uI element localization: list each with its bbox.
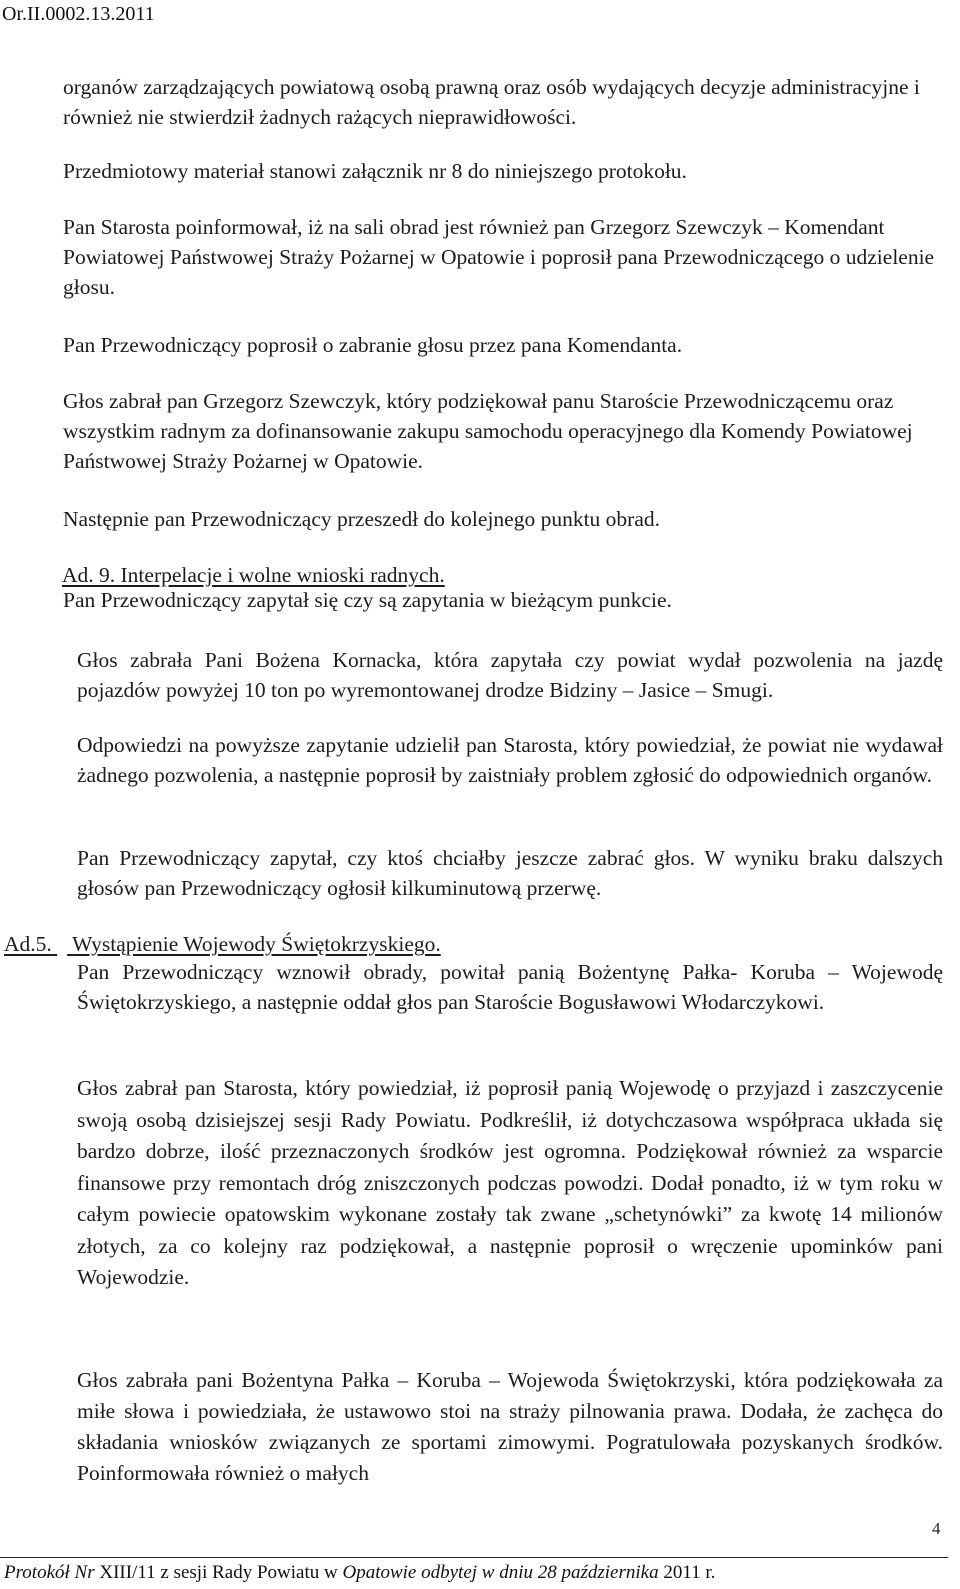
footer-text-a: Protokół Nr xyxy=(4,1562,100,1583)
footer-divider xyxy=(0,1557,948,1558)
paragraph-starosta-info: Pan Starosta poinformował, iż na sali obrad jest również pan Grzegorz Szewczyk – Komendant Powiatowej Państwowej Straży Pożarnej w Opatowie i poprosił pana Przewodniczącego o udzielenie głosu. xyxy=(63,215,935,299)
paragraph-starosta-speech: Głos zabrał pan Starosta, który powiedział, iż poprosił panią Wojewodę o przyjazd i zaszczycenie swoją osobą dzisiejszej sesji Rady Powiatu. Podkreślił, iż dotychczasowa współpraca układa się bardzo dobrze, ilość przeznaczonych środków jest ogromna. Podziękował również za wsparcie finansowe przy remontach dróg zniszczonych podczas powodzi. Dodał ponadto, iż w tym roku w całym powiecie opatowskim wykonane zostały tak zwane „schetynówki” za kwotę 14 milionów złotych, za co kolejny raz podziękował, a następnie poprosił o wręczenie upominków pani Wojewodzie. xyxy=(77,1076,943,1289)
section-heading-ad5-title: Wystąpienie Wojewody Świętokrzyskiego. xyxy=(72,932,441,956)
paragraph-organs: organów zarządzających powiatową osobą prawną oraz osób wydających decyzje administracyjne i również nie stwierdził żadnych rażących nieprawidłowości. xyxy=(63,75,920,129)
paragraph-kornacka: Głos zabrała Pani Bożena Kornacka, która zapytała czy powiat wydał pozwolenia na jazdę pojazdów powyżej 10 ton po wyremontowanej drodze Bidziny – Jasice – Smugi. xyxy=(77,648,943,702)
footer-text-d: 2011 r. xyxy=(663,1562,716,1583)
paragraph-voivode-welcome: Pan Przewodniczący wznowił obrady, powitał panią Bożentynę Pałka- Koruba – Wojewodę Świętokrzyskiego, a następnie oddał głos pan Staroście Bogusławowi Włodarczykowi. xyxy=(77,960,943,1014)
section-heading-ad5 xyxy=(4,930,441,958)
paragraph-next-point: Następnie pan Przewodniczący przeszedł do kolejnego punktu obrad. xyxy=(63,507,661,531)
paragraph-break: Pan Przewodniczący zapytał, czy ktoś chciałby jeszcze zabrać głos. W wyniku braku dalszych głosów pan Przewodniczący ogłosił kilkuminutową przerwę. xyxy=(77,846,943,900)
page-number: 4 xyxy=(932,1519,941,1538)
section-heading-ad9: Ad. 9. Interpelacje i wolne wnioski radnych. xyxy=(62,563,445,587)
paragraph-szewczyk-thanks: Głos zabrał pan Grzegorz Szewczyk, który podziękował panu Staroście Przewodniczącemu oraz wszystkim radnym za dofinansowanie zakupu samochodu operacyjnego dla Komendy Powiatowej Państwowej Straży Pożarnej w Opatowie. xyxy=(63,389,913,473)
section-heading-ad5-label: Ad.5. xyxy=(4,932,52,956)
document-number: Or.II.0002.13.2011 xyxy=(2,3,155,25)
footer-text-c: Opatowie odbytej w dniu 28 października xyxy=(342,1562,664,1583)
paragraph-voivode-speech: Głos zabrała pani Bożentyna Pałka – Koruba – Wojewoda Świętokrzyski, która podziękowała za miłe słowa i powiedziała, że ustawowo stoi na straży pilnowania prawa. Dodała, że zachęca do składania wniosków związanych ze sportami zimowymi. Pogratulowała pozyskanych środków. Poinformowała również o małych xyxy=(77,1368,943,1485)
paragraph-chairman-request: Pan Przewodniczący poprosił o zabranie głosu przez pana Komendanta. xyxy=(63,333,683,357)
footer-text-b: XIII/11 z sesji Rady Powiatu w xyxy=(99,1562,343,1583)
paragraph-questions: Pan Przewodniczący zapytał się czy są zapytania w bieżącym punkcie. xyxy=(63,588,672,612)
paragraph-starosta-answer: Odpowiedzi na powyższe zapytanie udzielił pan Starosta, który powiedział, że powiat nie wydawał żadnego pozwolenia, a następnie poprosił by zaistniały problem zgłosić do odpowiednich organów. xyxy=(77,733,943,787)
footer xyxy=(4,1560,715,1586)
paragraph-attachment: Przedmiotowy materiał stanowi załącznik nr 8 do niniejszego protokołu. xyxy=(63,159,687,183)
